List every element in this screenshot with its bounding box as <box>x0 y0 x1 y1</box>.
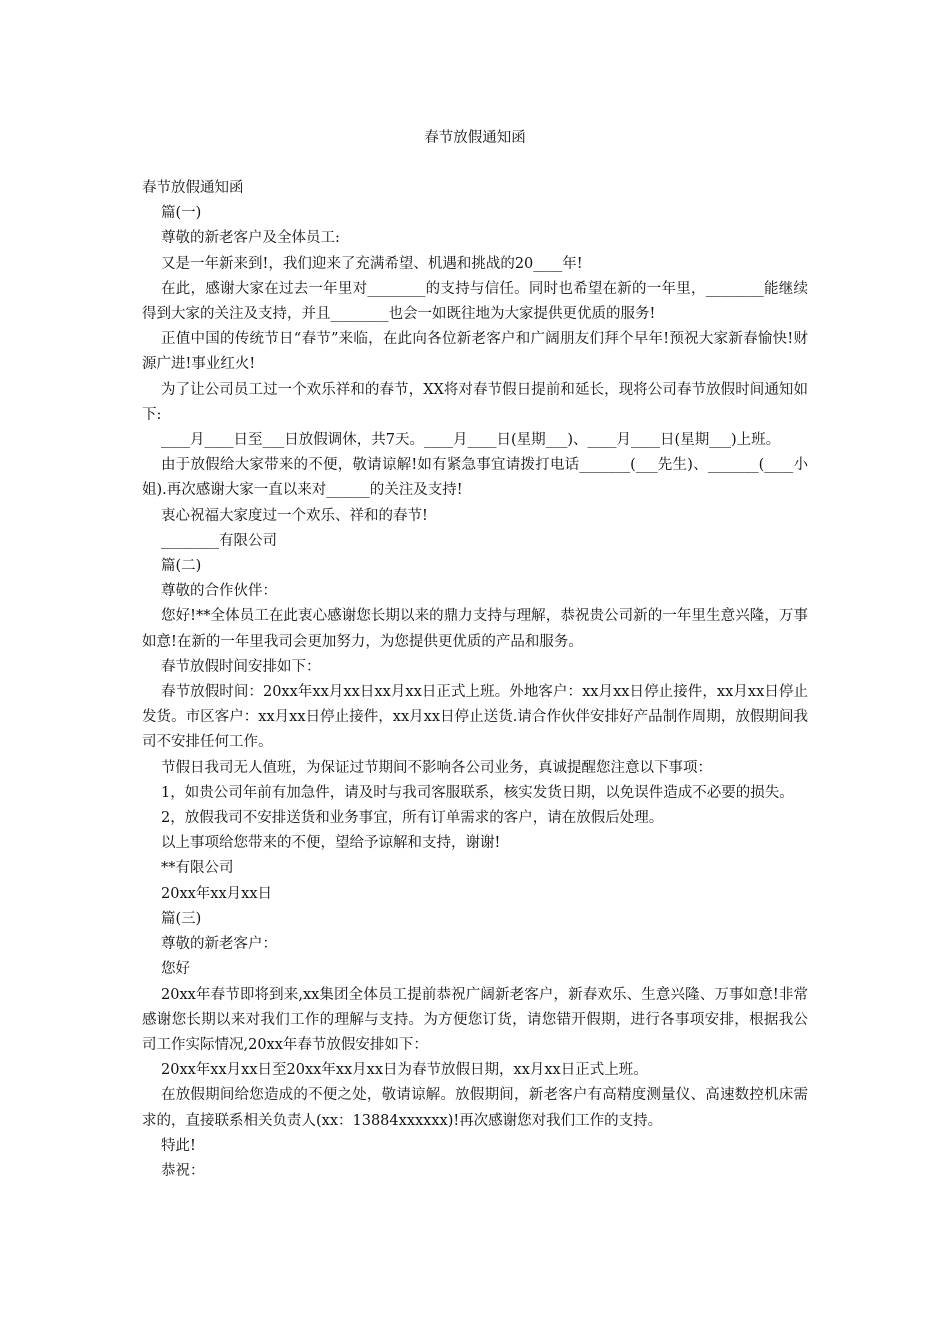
paragraph: 以上事项给您带来的不便，望给予谅解和支持，谢谢! <box>161 835 501 852</box>
document-heading: 春节放假通知函 <box>142 180 244 196</box>
paragraph: 为了让公司员工过一个欢乐祥和的春节，XX将对春节假日提前和延长，现将公司春节放假时间通知如下: <box>142 381 808 423</box>
paragraph: 20xx年xx月xx日至20xx年xx月xx日为春节放假日期，xx月xx日正式上班。 <box>161 1062 648 1079</box>
paragraph: 衷心祝福大家度过一个欢乐、祥和的春节! <box>161 507 428 524</box>
paragraph: 篇(二) <box>161 558 202 575</box>
paragraph: 2，放假我司不安排送货和业务事宜，所有订单需求的客户，请在放假后处理。 <box>161 810 664 827</box>
paragraph: 正值中国的传统节日“春节”来临，在此向各位新老客户和广阔朋友们拜个早年!预祝大家新春愉快!财源广进!事业红火! <box>142 331 808 373</box>
paragraph: 在放假期间给您造成的不便之处，敬请谅解。放假期间，新老客户有高精度测量仪、高速数控机床需求的，直接联系相关负责人(xx：13884xxxxxx)!再次感谢您对我们工作的支持。 <box>142 1087 808 1129</box>
paragraph: **有限公司 <box>161 860 234 877</box>
paragraph: 1，如贵公司年前有加急件，请及时与我司客服联系，核实发货日期，以免误件造成不必要的损失。 <box>161 784 794 801</box>
paragraph: 尊敬的合作伙伴： <box>161 583 277 600</box>
paragraph: 篇(三) <box>161 910 202 927</box>
paragraph: 您好!**全体员工在此衷心感谢您长期以来的鼎力支持与理解，恭祝贵公司新的一年里生意兴隆，万事如意!在新的一年里我司会更加努力，为您提供更优质的产品和服务。 <box>142 608 808 650</box>
paragraph: 又是一年新来到!，我们迎来了充满希望、机遇和挑战的20____年! <box>161 255 583 272</box>
paragraph: 尊敬的新老客户： <box>161 936 277 953</box>
paragraph: 节假日我司无人值班，为保证过节期间不影响各公司业务，真诚提醒您注意以下事项： <box>161 759 712 776</box>
paragraph: 篇(一) <box>161 205 202 222</box>
paragraph: 由于放假给大家带来的不便，敬请谅解!如有紧急事宜请拨打电话_______(___先生)、_______(____小姐).再次感谢大家一直以来对______的关注及支持! <box>142 457 808 499</box>
paragraph: 特此! <box>161 1137 196 1154</box>
page-title: 春节放假通知函 <box>424 130 526 146</box>
paragraph: 恭祝： <box>161 1162 205 1179</box>
paragraph: 在此，感谢大家在过去一年里对________的支持与信任。同时也希望在新的一年里，________能继续得到大家的关注及支持，并且________也会一如既往地为大家提供更优质的服务! <box>142 280 808 323</box>
paragraph: 您好 <box>161 961 190 978</box>
document-body <box>142 176 808 1184</box>
paragraph: 20xx年xx月xx日 <box>161 885 273 902</box>
paragraph: 尊敬的新老客户及全体员工: <box>161 230 340 247</box>
paragraph: 春节放假时间安排如下： <box>161 658 321 675</box>
paragraph: ________有限公司 <box>161 532 277 549</box>
paragraph: 20xx年春节即将到来,xx集团全体员工提前恭祝广阔新老客户，新春欢乐、生意兴隆、万事如意!非常感谢您长期以来对我们工作的理解与支持。为方便您订货，请您错开假期，进行各事项安排，根据我公司工作实际情况,20xx年春节放假安排如下： <box>142 986 808 1053</box>
paragraph: 春节放假时间：20xx年xx月xx日xx月xx日正式上班。外地客户：xx月xx日停止接件，xx月xx日停止发货。市区客户：xx月xx日停止接件，xx月xx日停止送货.请合作伙伴安排好产品制作周期，放假期间我司不安排任何工作。 <box>142 684 808 751</box>
paragraph: ____月____日至___日放假调休，共7天。____月____日(星期___)、____月____日(星期___)上班。 <box>161 432 781 449</box>
